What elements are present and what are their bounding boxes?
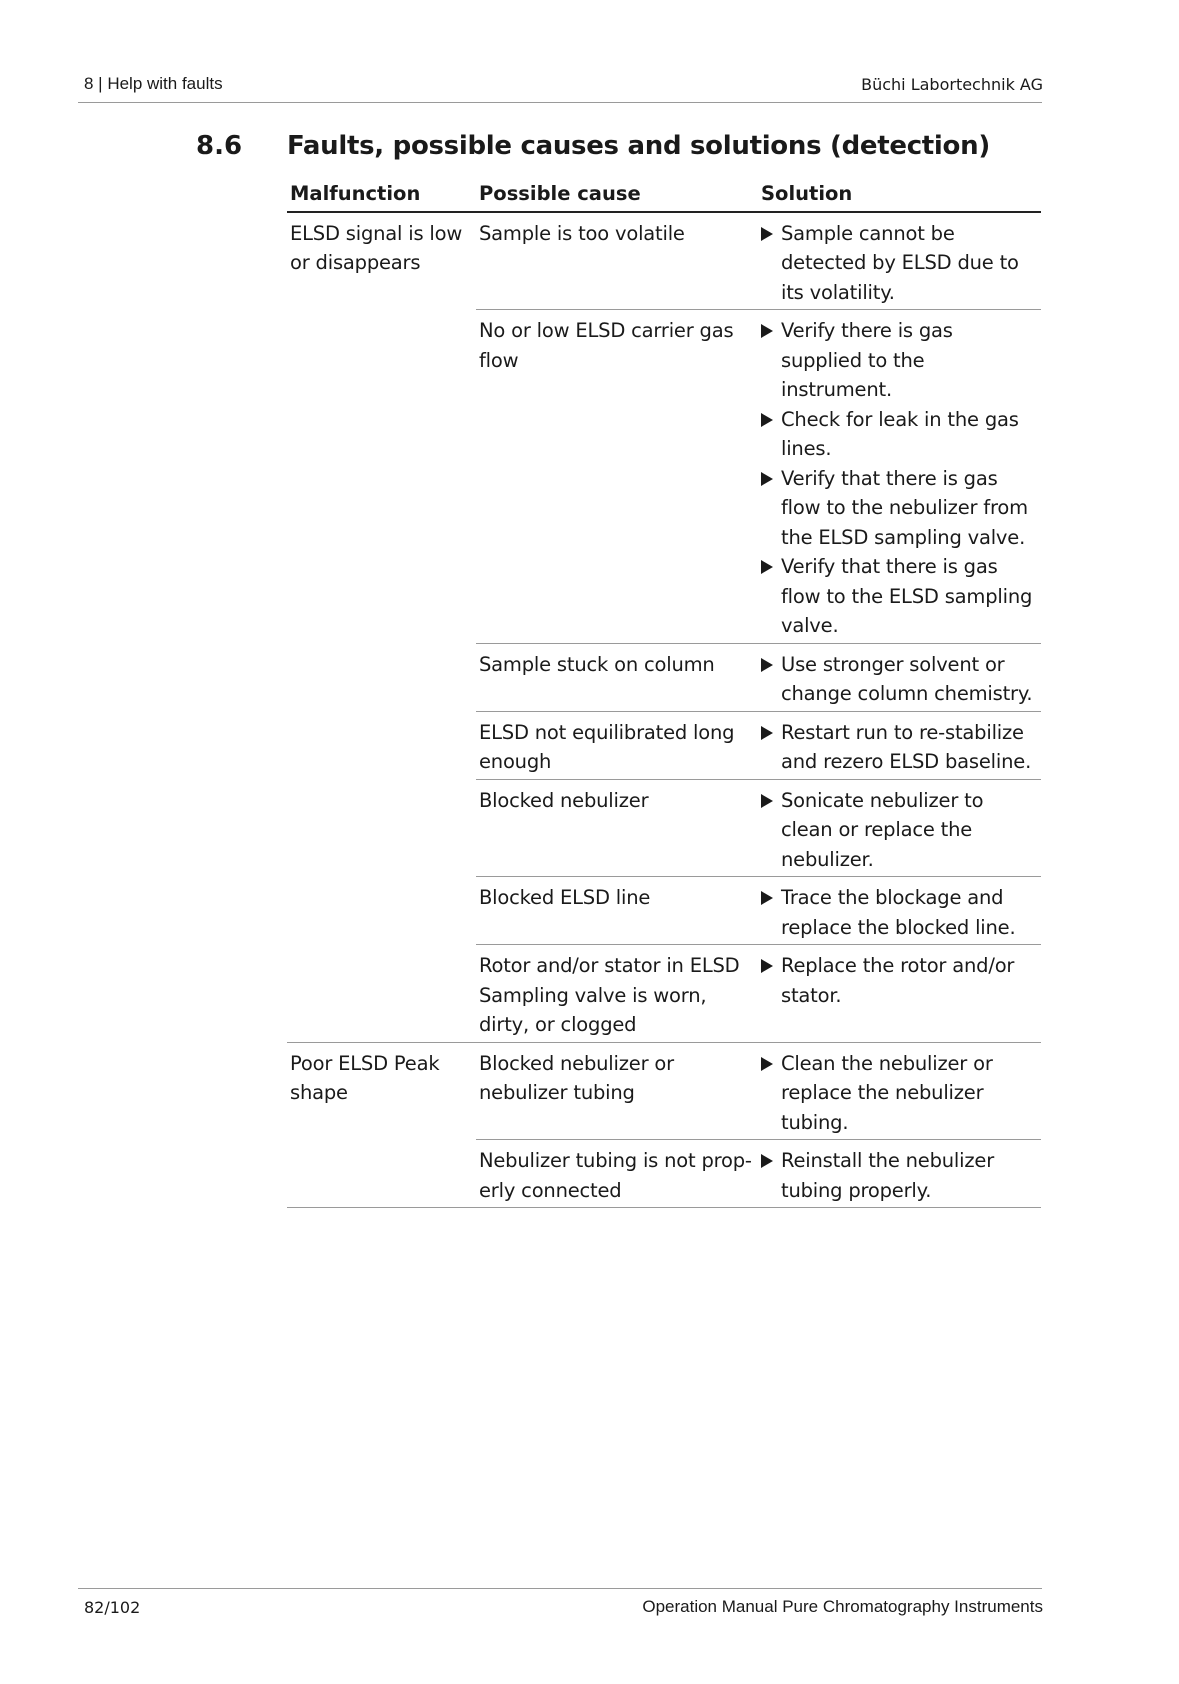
solution-cell bbox=[758, 711, 1041, 779]
section-title: Faults, possible causes and solutions (detection) bbox=[287, 131, 990, 161]
malfunction-cell: Poor ELSD Peak shape bbox=[287, 1042, 476, 1140]
table-body bbox=[287, 212, 1041, 1208]
solution-step bbox=[761, 219, 1037, 308]
table-row bbox=[287, 212, 1041, 310]
solution-step-text: Use stronger solvent or change column chemistry. bbox=[781, 652, 1033, 705]
solution-step bbox=[761, 718, 1037, 777]
malfunction-cell bbox=[287, 711, 476, 779]
solution-step bbox=[761, 405, 1037, 464]
table-row bbox=[287, 1140, 1041, 1208]
document-title: Operation Manual Pure Chromatography Instruments bbox=[642, 1597, 1043, 1616]
play-arrow-icon bbox=[761, 472, 773, 486]
play-arrow-icon bbox=[761, 959, 773, 973]
solution-step bbox=[761, 951, 1037, 1010]
solution-step-text: Clean the nebulizer or replace the nebulizer tubing. bbox=[781, 1051, 993, 1134]
possible-cause-cell: No or low ELSD carrier gas flow bbox=[476, 310, 758, 644]
table-row bbox=[287, 779, 1041, 877]
solution-cell bbox=[758, 310, 1041, 644]
running-header-company: Büchi Labortechnik AG bbox=[861, 75, 1043, 94]
table-row bbox=[287, 711, 1041, 779]
running-header-chapter: 8 | Help with faults bbox=[84, 74, 223, 93]
solution-cell bbox=[758, 643, 1041, 711]
header-divider bbox=[78, 102, 1042, 103]
solution-step-text: Trace the blockage and replace the blocked line. bbox=[781, 886, 1016, 939]
solution-step bbox=[761, 316, 1037, 405]
solution-cell bbox=[758, 779, 1041, 877]
column-header-malfunction: Malfunction bbox=[287, 179, 476, 212]
play-arrow-icon bbox=[761, 658, 773, 672]
table-row bbox=[287, 945, 1041, 1043]
possible-cause-cell: Nebulizer tubing is not prop-erly connected bbox=[476, 1140, 758, 1208]
malfunction-cell: ELSD signal is low or disappears bbox=[290, 221, 463, 274]
solution-step bbox=[761, 1049, 1037, 1138]
possible-cause-cell: Sample is too volatile bbox=[479, 221, 685, 245]
solution-step-text: Verify there is gas supplied to the instrument. bbox=[781, 319, 953, 401]
solution-step-text: Replace the rotor and/or stator. bbox=[781, 954, 1015, 1007]
play-arrow-icon bbox=[761, 324, 773, 338]
malfunction-cell bbox=[287, 779, 476, 877]
solution-step-text: Restart run to re-stabilize and rezero ELSD baseline. bbox=[781, 720, 1032, 773]
malfunction-cell bbox=[287, 643, 476, 711]
solution-cell bbox=[758, 877, 1041, 945]
solution-cell bbox=[758, 212, 1041, 310]
faults-table bbox=[287, 179, 1041, 1208]
page-number: 82/102 bbox=[84, 1598, 141, 1617]
table-header-row bbox=[287, 179, 1041, 212]
solution-cell bbox=[758, 945, 1041, 1043]
table-row bbox=[287, 877, 1041, 945]
malfunction-cell bbox=[287, 877, 476, 945]
solution-step-text: Sample cannot be detected by ELSD due to its volatility. bbox=[781, 221, 1019, 304]
table-row bbox=[287, 643, 1041, 711]
possible-cause-cell: Blocked nebulizer or nebulizer tubing bbox=[476, 1042, 758, 1140]
play-arrow-icon bbox=[761, 794, 773, 808]
section-number: 8.6 bbox=[196, 131, 243, 161]
solution-step bbox=[761, 786, 1037, 875]
solution-step bbox=[761, 464, 1037, 553]
solution-step-text: Verify that there is gas flow to the ELSD sampling valve. bbox=[781, 555, 1033, 637]
solution-step bbox=[761, 552, 1037, 641]
solution-cell bbox=[758, 1042, 1041, 1140]
play-arrow-icon bbox=[761, 413, 773, 427]
column-header-possible-cause: Possible cause bbox=[476, 179, 758, 212]
possible-cause-cell: Sample stuck on column bbox=[476, 643, 758, 711]
malfunction-cell bbox=[287, 1140, 476, 1208]
column-header-solution: Solution bbox=[758, 179, 1041, 212]
play-arrow-icon bbox=[761, 1057, 773, 1071]
play-arrow-icon bbox=[761, 891, 773, 905]
solution-step bbox=[761, 883, 1037, 942]
solution-step-text: Sonicate nebulizer to clean or replace the nebulizer. bbox=[781, 788, 984, 871]
table-row bbox=[287, 310, 1041, 644]
possible-cause-cell: ELSD not equilibrated long enough bbox=[476, 711, 758, 779]
footer-divider bbox=[78, 1588, 1042, 1589]
solution-step-text: Check for leak in the gas lines. bbox=[781, 407, 1019, 460]
solution-step-text: Verify that there is gas flow to the nebulizer from the ELSD sampling valve. bbox=[781, 466, 1028, 549]
solution-step bbox=[761, 1146, 1037, 1205]
play-arrow-icon bbox=[761, 1154, 773, 1168]
malfunction-cell bbox=[287, 945, 476, 1043]
play-arrow-icon bbox=[761, 726, 773, 740]
possible-cause-cell: Blocked nebulizer bbox=[476, 779, 758, 877]
table-row bbox=[287, 1042, 1041, 1140]
possible-cause-cell: Rotor and/or stator in ELSD Sampling valve is worn, dirty, or clogged bbox=[476, 945, 758, 1043]
solution-step-text: Reinstall the nebulizer tubing properly. bbox=[781, 1149, 995, 1202]
possible-cause-cell: Blocked ELSD line bbox=[476, 877, 758, 945]
play-arrow-icon bbox=[761, 227, 773, 241]
solution-cell bbox=[758, 1140, 1041, 1208]
solution-step bbox=[761, 650, 1037, 709]
play-arrow-icon bbox=[761, 560, 773, 574]
malfunction-cell bbox=[287, 310, 476, 644]
